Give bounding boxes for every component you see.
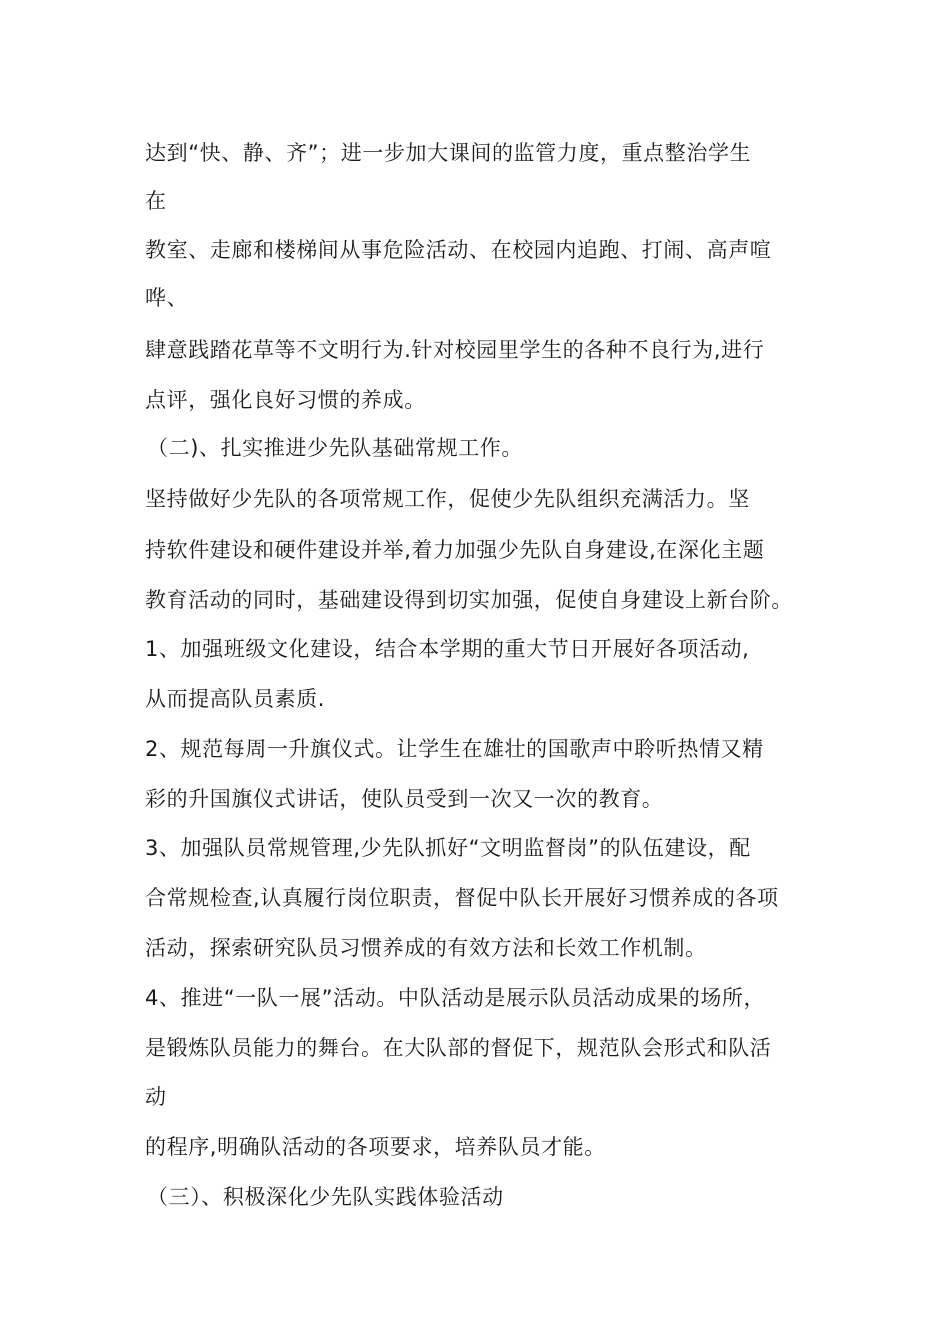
paragraph-line: 坚持做好少先队的各项常规工作，促使少先队组织充满活力。坚 (145, 487, 750, 511)
paragraph-line: 的程序,明确队活动的各项要求，培养队员才能。 (145, 1135, 606, 1159)
paragraph-line: 是锻炼队员能力的舞台。在大队部的督促下，规范队会形式和队活 (145, 1036, 772, 1060)
paragraph-line: 活动，探索研究队员习惯养成的有效方法和长效工作机制。 (145, 936, 707, 960)
paragraph-line: 从而提高队员素质. (145, 687, 326, 711)
paragraph-line: 合常规检查,认真履行岗位职责，督促中队长开展好习惯养成的各项 (145, 886, 779, 910)
paragraph-line: 教室、走廊和楼梯间从事危险活动、在校园内追跑、打闹、高声喧 (145, 238, 772, 262)
list-item-3: 3、加强队员常规管理,少先队抓好“文明监督岗”的队伍建设，配 (145, 836, 751, 860)
paragraph-line: 动 (145, 1085, 167, 1109)
section-heading-2: （二)、扎实推进少先队基础常规工作。 (147, 436, 523, 460)
list-item-4: 4、推进“一队一展”活动。中队活动是展示队员活动成果的场所， (145, 986, 766, 1010)
list-item-2: 2、规范每周一升旗仪式。让学生在雄壮的国歌声中聆听热情又精 (145, 737, 764, 761)
paragraph-line: 哗、 (145, 286, 189, 310)
paragraph-line: 在 (145, 189, 167, 213)
paragraph-line: 肆意践踏花草等不文明行为.针对校园里学生的各种不良行为,进行 (145, 338, 765, 362)
section-heading-3: （三）、积极深化少先队实践体验活动 (147, 1185, 504, 1209)
paragraph-line: 教育活动的同时，基础建设得到切实加强，促使自身建设上新台阶。 (145, 588, 793, 612)
paragraph-line: 持软件建设和硬件建设并举,着力加强少先队自身建设,在深化主题 (145, 538, 765, 562)
paragraph-line: 点评，强化良好习惯的养成。 (145, 388, 426, 412)
paragraph-line: 彩的升国旗仪式讲话，使队员受到一次又一次的教育。 (145, 787, 664, 811)
list-item-1: 1、加强班级文化建设，结合本学期的重大节日开展好各项活动, (145, 637, 750, 661)
paragraph-line: 达到“快、静、齐”；进一步加大课间的监管力度，重点整治学生 (145, 141, 752, 165)
